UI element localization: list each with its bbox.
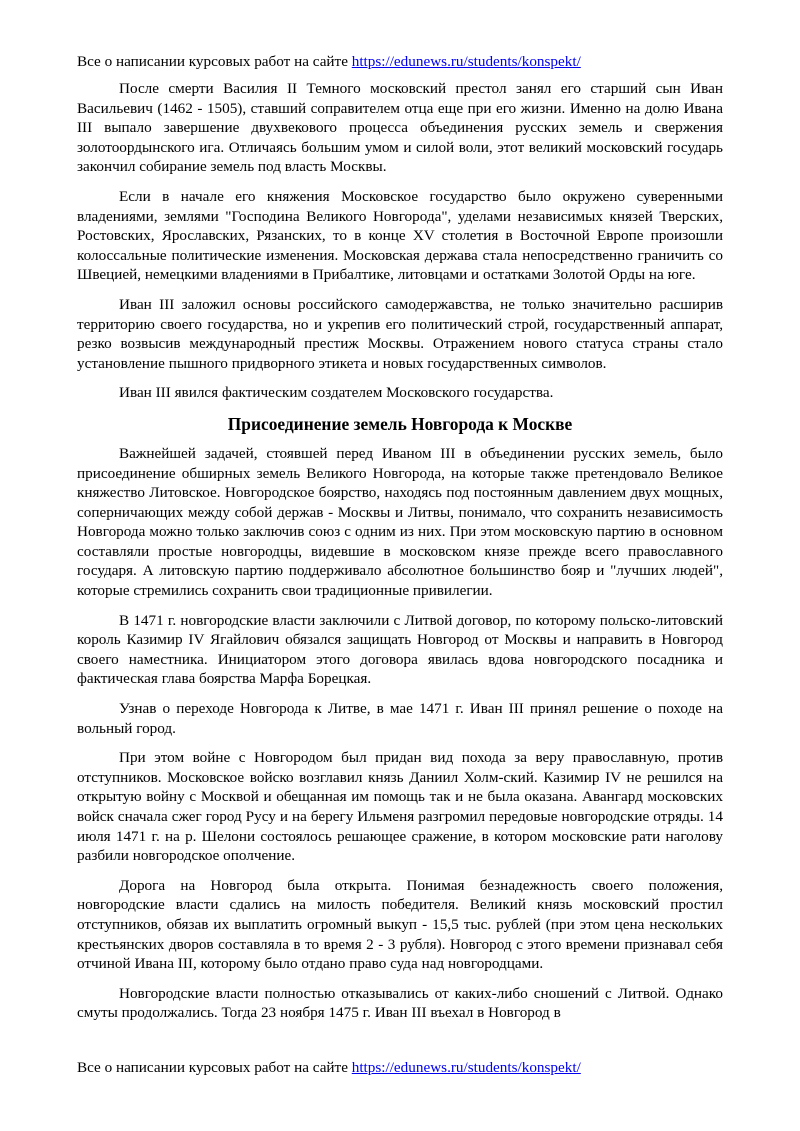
page-footer: [77, 1058, 723, 1077]
section-heading: Присоединение земель Новгорода к Москве: [227, 413, 573, 434]
section-paragraph-2: В 1471 г. новгородские власти заключили с Литвой договор, по которому польско-литовский король Казимир IV Ягайлович обязался защищать Новгород от Москвы и направить в Новгород своего наместника. Инициатором этого договора явилась вдова новгородского посадника и фактическая глава боярства Марфа Борецкая.: [77, 611, 723, 688]
document-page: [77, 52, 723, 1033]
intro-paragraph-4: Иван III явился фактическим создателем Московского государства.: [119, 384, 554, 402]
section-paragraph-1: Важнейшей задачей, стоявшей перед Иваном III в объединении русских земель, было присоединение обширных земель Великого Новгорода, на которые также претендовало Великое княжество Литовское. Новгородское боярство, находясь под постоянным давлением двух мощных, соперничающих между собой держав - Москвы и Литвы, понимало, что сохранить независимость Новгорода можно только заключив союз с одним из них. При этом московскую партию в основном составляли простые новгородцы, видевшие в московском князе прежде всего православного государя. А литовскую партию поддерживало абсолютное большинство бояр и "лучших людей", которые стремились сохранить свои традиционные привилегии.: [77, 444, 723, 600]
footer-line: [77, 1058, 723, 1077]
footer-text: Все о написании курсовых работ на сайте: [77, 1059, 352, 1076]
section-paragraph-4: При этом войне с Новгородом был придан вид похода за веру православную, против отступников. Московское войско возглавил князь Даниил Холм-ский. Казимир IV не решился на открытую войну с Москвой и обещанная им помощь так и не была оказана. Авангард московских войск сначала сжег город Русу и на берегу Ильменя разгромил передовые новгородские отряды. 14 июля 1471 г. на р. Шелони состоялось решающее сражение, в котором московские рати наголову разбили новгородское ополчение.: [77, 749, 723, 865]
intro-paragraph-3: Иван III заложил основы российского самодержавства, не только значительно расширив территорию своего государства, но и укрепив его политический строй, государственный аппарат, резко возвысив международный престиж Москвы. Отражением нового статуса страны стало установление пышного придворного этикета и новых государственных символов.: [77, 295, 723, 372]
page-header: [77, 52, 723, 71]
header-text: Все о написании курсовых работ на сайте: [77, 53, 352, 70]
footer-link[interactable]: https://edunews.ru/students/konspekt/: [351, 1059, 581, 1076]
section-paragraph-6: Новгородские власти полностью отказывались от каких-либо сношений с Литвой. Однако смуты продолжались. Тогда 23 ноября 1475 г. Иван III въехал в Новгород в: [77, 984, 723, 1022]
intro-paragraph-2: Если в начале его княжения Московское государство было окружено суверенными владениями, землями "Господина Великого Новгорода", уделами независимых князей Тверских, Ростовских, Ярославских, Рязанских, то в конце XV столетия в Восточной Европе произошли колоссальные политические изменения. Московская держава стала непосредственно граничить со Швецией, немецкими владениями в Прибалтике, литовцами и остатками Золотой Орды на юге.: [77, 187, 723, 284]
header-link[interactable]: https://edunews.ru/students/konspekt/: [351, 53, 581, 70]
section-paragraph-5: Дорога на Новгород была открыта. Понимая безнадежность своего положения, новгородские власти сдались на милость победителя. Великий князь московский простил отступников, обязав их выплатить огромный выкуп - 15,5 тыс. рублей (при этом цена нескольких крестьянских дворов составляла в то время 2 - 3 рубля). Новгород с этого времени признавал себя отчиной Ивана III, которому было отдано право суда над новгородцами.: [77, 876, 723, 973]
intro-paragraph-1: После смерти Василия II Темного московский престол занял его старший сын Иван Васильевич (1462 - 1505), ставший соправителем отца еще при его жизни. Именно на долю Ивана III выпало завершение двухвекового процесса объединения русских земель и свержения золотоордынского ига. Отличаясь большим умом и силой воли, этот великий московский государь закончил собирание земель под власть Москвы.: [77, 80, 723, 176]
section-paragraph-3: Узнав о переходе Новгорода к Литве, в мае 1471 г. Иван III принял решение о походе на вольный город.: [77, 700, 723, 737]
